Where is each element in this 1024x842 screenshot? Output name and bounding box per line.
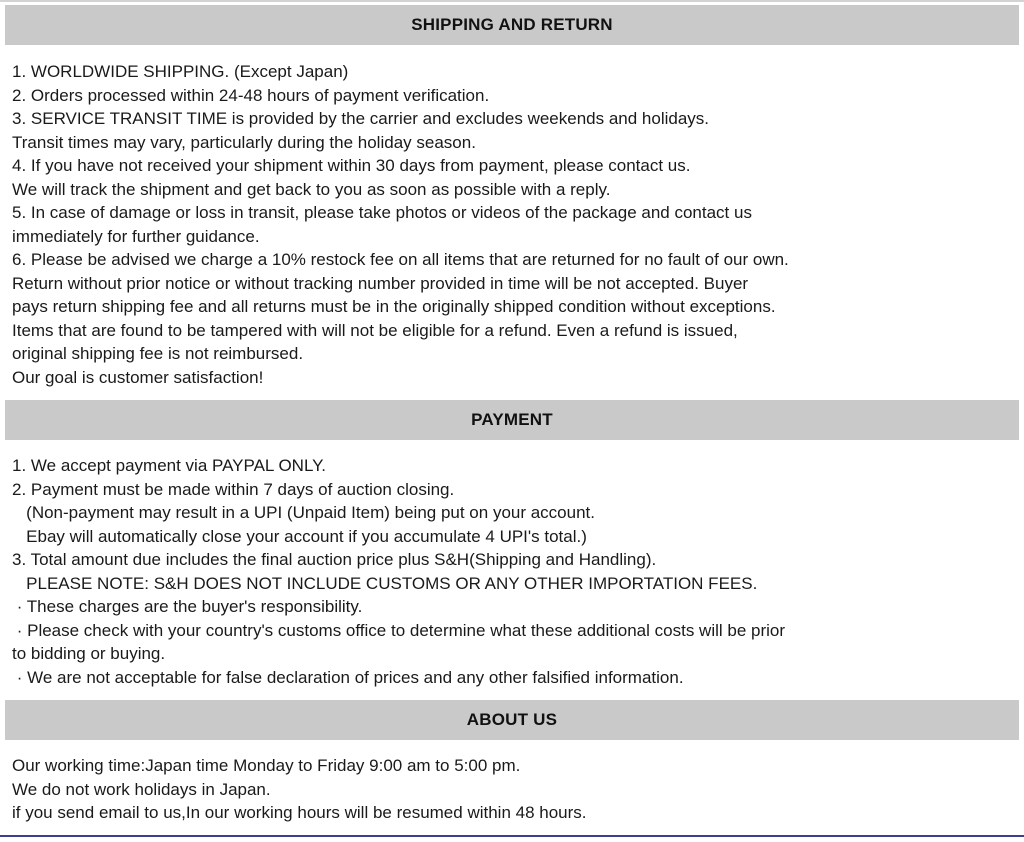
section-body-about-us <box>0 740 1024 825</box>
text-line: Our goal is customer satisfaction! <box>12 367 264 387</box>
text-line: Items that are found to be tampered with will not be eligible for a refund. Even a refund is issued, <box>12 320 738 340</box>
section-body-shipping-and-return <box>0 45 1024 389</box>
text-line: Our working time:Japan time Monday to Friday 9:00 am to 5:00 pm. <box>12 756 521 775</box>
text-line: 1. WORLDWIDE SHIPPING. (Except Japan) <box>12 62 349 81</box>
text-line: We do not work holidays in Japan. <box>12 779 271 799</box>
text-line: 5. In case of damage or loss in transit, please take photos or videos of the package and contact us <box>12 203 752 222</box>
section-title-about-us: ABOUT US <box>5 700 1019 740</box>
text-line: · These charges are the buyer's responsibility. <box>12 597 363 616</box>
text-line: · Please check with your country's customs office to determine what these additional costs will be prior <box>12 620 786 640</box>
text-line: Transit times may vary, particularly during the holiday season. <box>12 132 476 152</box>
text-line: Ebay will automatically close your account if you accumulate 4 UPI's total.) <box>12 526 587 546</box>
section-body-payment <box>0 440 1024 689</box>
text-line: if you send email to us,In our working hours will be resumed within 48 hours. <box>12 803 587 822</box>
text-line: 2. Payment must be made within 7 days of auction closing. <box>12 479 455 499</box>
text-line: (Non-payment may result in a UPI (Unpaid Item) being put on your account. <box>12 503 595 522</box>
section-payment <box>0 400 1024 689</box>
text-line: pays return shipping fee and all returns must be in the originally shipped condition without exceptions. <box>12 297 776 316</box>
text-line: PLEASE NOTE: S&H DOES NOT INCLUDE CUSTOMS OR ANY OTHER IMPORTATION FEES. <box>12 573 758 593</box>
text-line: 3. Total amount due includes the final auction price plus S&H(Shipping and Handling). <box>12 550 657 569</box>
text-line: 1. We accept payment via PAYPAL ONLY. <box>12 456 327 475</box>
text-line: We will track the shipment and get back to you as soon as possible with a reply. <box>12 179 611 199</box>
text-line: original shipping fee is not reimbursed. <box>12 344 304 363</box>
text-line: 3. SERVICE TRANSIT TIME is provided by the carrier and excludes weekends and holidays. <box>12 109 710 128</box>
text-line: 4. If you have not received your shipment within 30 days from payment, please contact us. <box>12 156 691 175</box>
text-line: 6. Please be advised we charge a 10% restock fee on all items that are returned for no fault of our own. <box>12 250 789 269</box>
section-about-us <box>0 700 1024 825</box>
section-shipping-and-return <box>0 5 1024 389</box>
section-title-payment: PAYMENT <box>5 400 1019 440</box>
top-divider <box>0 0 1024 2</box>
text-line: · We are not acceptable for false declaration of prices and any other falsified information. <box>12 667 684 687</box>
text-line: immediately for further guidance. <box>12 226 260 246</box>
section-title-shipping-and-return: SHIPPING AND RETURN <box>5 5 1019 45</box>
text-line: to bidding or buying. <box>12 644 166 663</box>
bottom-divider <box>0 835 1024 837</box>
text-line: 2. Orders processed within 24-48 hours of payment verification. <box>12 85 490 105</box>
text-line: Return without prior notice or without tracking number provided in time will be not accepted. Buyer <box>12 273 749 293</box>
